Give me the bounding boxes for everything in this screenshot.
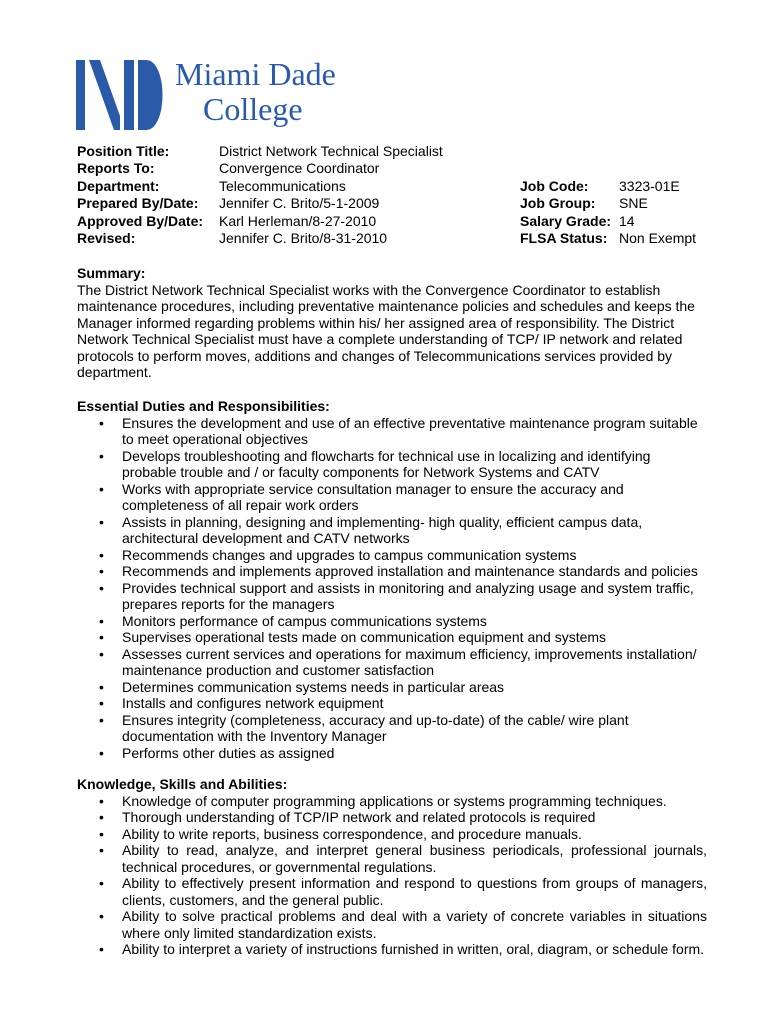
- list-item: • Thorough understanding of TCP/IP network and related protocols is required: [77, 809, 707, 826]
- job-label: FLSA Status:: [520, 230, 608, 247]
- duties-list: [77, 415, 707, 762]
- list-item: • Ability to effectively present information and respond to questions from groups of managers, clients, customers, and the general public.: [77, 875, 707, 908]
- job-value: 14: [619, 212, 635, 229]
- info-label: Department:: [77, 177, 160, 194]
- info-value: Convergence Coordinator: [219, 160, 380, 177]
- list-item: • Determines communication systems needs in particular areas: [77, 679, 707, 696]
- info-value: Jennifer C. Brito/5-1-2009: [219, 195, 380, 212]
- list-item: • Provides technical support and assists in monitoring and analyzing usage and system traffic, prepares reports for the managers: [77, 580, 707, 613]
- info-value: Karl Herleman/8-27-2010: [219, 212, 377, 229]
- info-value: District Network Technical Specialist: [219, 143, 443, 159]
- logo-text-line1: Miami Dade: [175, 56, 336, 92]
- info-label: Prepared By/Date:: [77, 195, 199, 212]
- list-item: • Assesses current services and operations for maximum efficiency, improvements installation/ maintenance production and customer satisfaction: [77, 646, 707, 679]
- list-item: • Develops troubleshooting and flowcharts for technical use in localizing and identifying probable trouble and / or faculty components for Network Systems and CATV: [77, 448, 707, 481]
- ksa-list: [77, 793, 707, 958]
- logo-text-line2: College: [203, 91, 303, 127]
- job-value: Non Exempt: [619, 230, 697, 247]
- list-item: • Works with appropriate service consultation manager to ensure the accuracy and completeness of all repair work orders: [77, 481, 707, 514]
- list-item: • Ensures the development and use of an effective preventative maintenance program suitable to meet operational objectives: [77, 415, 707, 448]
- summary-section: [77, 265, 707, 381]
- info-label: Approved By/Date:: [77, 212, 204, 229]
- info-label: Position Title:: [77, 143, 170, 159]
- list-item: • Ensures integrity (completeness, accuracy and up-to-date) of the cable/ wire plant documentation with the Inventory Manager: [77, 712, 707, 745]
- job-label: Job Group:: [520, 195, 596, 212]
- list-item: • Supervises operational tests made on communication equipment and systems: [77, 629, 707, 646]
- info-value: Telecommunications: [219, 177, 346, 194]
- summary-heading: Summary:: [77, 265, 146, 281]
- list-item: • Installs and configures network equipment: [77, 695, 707, 712]
- list-item: • Monitors performance of campus communications systems: [77, 613, 707, 630]
- ksa-heading: Knowledge, Skills and Abilities:: [77, 776, 288, 792]
- job-value: SNE: [619, 195, 648, 212]
- duties-heading: Essential Duties and Responsibilities:: [77, 398, 330, 414]
- list-item: • Ability to solve practical problems and deal with a variety of concrete variables in situations where only limited standardization exists.: [77, 908, 707, 941]
- job-value: 3323-01E: [619, 178, 680, 194]
- list-item: • Knowledge of computer programming applications or systems programming techniques.: [77, 793, 707, 810]
- list-item: • Recommends changes and upgrades to campus communication systems: [77, 547, 707, 564]
- list-item: • Ability to read, analyze, and interpret general business periodicals, professional journals, technical procedures, or governmental regulations.: [77, 842, 707, 875]
- duties-section: [77, 398, 707, 761]
- list-item: • Performs other duties as assigned: [77, 745, 707, 762]
- job-label: Job Code:: [520, 178, 589, 194]
- job-label: Salary Grade:: [520, 212, 612, 229]
- list-item: • Ability to write reports, business correspondence, and procedure manuals.: [77, 826, 707, 843]
- info-label: Revised:: [77, 229, 136, 246]
- info-label: Reports To:: [77, 160, 155, 177]
- ksa-section: [77, 776, 707, 958]
- summary-text: The District Network Technical Specialist works with the Convergence Coordinator to establish maintenance procedures, including preventative maintenance policies and schedules and keeps the Manager informed regarding problems within his/ her assigned area of responsibility. The District Network Technical Specialist must have a complete understanding of TCP/ IP network and related protocols to perform moves, additions and changes of Telecommunications services provided by department.: [77, 281, 695, 380]
- info-value: Jennifer C. Brito/8-31-2010: [219, 229, 388, 246]
- list-item: • Assists in planning, designing and implementing- high quality, efficient campus data, architectural development and CATV networks: [77, 514, 707, 547]
- list-item: • Recommends and implements approved installation and maintenance standards and policies: [77, 563, 707, 580]
- list-item: • Ability to interpret a variety of instructions furnished in written, oral, diagram, or schedule form.: [77, 941, 707, 958]
